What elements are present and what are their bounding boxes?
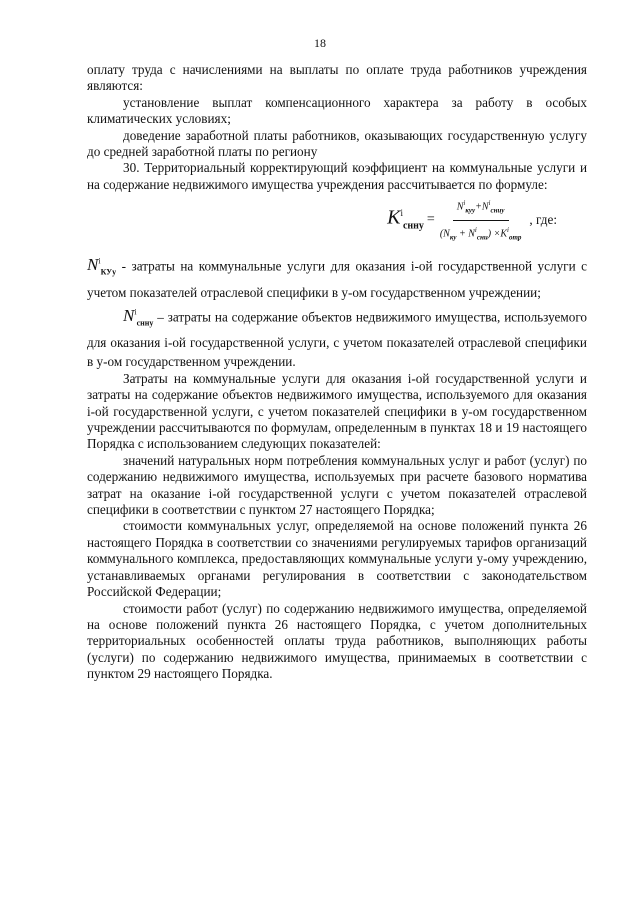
document-body [87, 62, 587, 683]
formula-tail: , где: [529, 212, 557, 228]
paragraph-1: оплату труда с начислениями на выплаты по оплате труда работников учреждения являются: [87, 62, 587, 94]
paragraph-5: Затраты на коммунальные услуги для оказания i-ой государственной услуги и затраты на содержание объектов недвижимого имущества, используемого для оказания i-ой государственной услуги, с учетом показателей специфики в у-ом государственном учреждении рассчитываются по формулам, определенным в пунктах 18 и 19 настоящего Порядка с использованием следующих показателей: [87, 370, 587, 452]
page-number: 18 [314, 36, 326, 50]
definition-1-text: - затраты на коммунальные услуги для оказания i-ой государственной услуги с учетом показателей отраслевой специфики в у-ом государственном учреждении; [87, 258, 587, 300]
formula-lhs: $K^i_{снну}$ [387, 207, 424, 233]
paragraph-4: 30. Территориальный корректирующий коэффициент на коммунальные услуги и на содержание недвижимого имущества учреждения рассчитывается по формуле: [87, 160, 587, 192]
paragraph-2: установление выплат компенсационного характера за работу в особых климатических условиях; [87, 94, 587, 127]
paragraph-3: доведение заработной платы работников, оказывающих государственную услугу до средней заработной платы по региону [87, 127, 587, 160]
formula-fraction [438, 195, 524, 245]
definition-1 [87, 252, 587, 303]
paragraph-7: стоимости коммунальных услуг, определяемой на основе положений пункта 26 настоящего Порядка в соответствии со значениями регулируемых тарифов организаций коммунального комплекса, предоставляющих коммунальные услуги у-ому учреждению, устанавливаемых органами регулирования в соответствии с законодательством Российской Федерации; [87, 518, 587, 600]
formula-equals: = [426, 212, 435, 228]
paragraph-8: стоимости работ (услуг) по содержанию недвижимого имущества, определяемой на основе положений пункта 26 настоящего Порядка, с учетом дополнительных территориальных особенностей оплаты труда работников, выполняющих работы (услуги) по содержанию недвижимого имущества, принимаемых в соответствии с пунктом 29 настоящего Порядка. [87, 600, 587, 682]
definition-2-text: – затраты на содержание объектов недвижимого имущества, используемого для оказания i-ой государственной услуги, с учетом показателей отраслевой специфики в у-ом государственном учреждении. [87, 309, 587, 369]
formula-denominator: $(N_{ку} + N^i_{сни}) \times K^i_{отр}$ [439, 225, 522, 242]
definition-1-symbol: $N^i_{КУу}$ [87, 255, 117, 277]
definition-2-symbol: $N^i_{снну}$ [123, 306, 154, 328]
formula-numerator: $N^i_{куу}+N^i_{сниу}$ [453, 195, 509, 221]
definition-2 [87, 303, 587, 371]
formula [87, 195, 587, 245]
paragraph-6: значений натуральных норм потребления коммунальных услуг и работ (услуг) по содержанию недвижимого имущества, используемых при расчете базового норматива затрат на оказание i-ой государственной услуги с учетом показателей отраслевой специфики в соответствии с пунктом 27 настоящего Порядка; [87, 452, 587, 518]
